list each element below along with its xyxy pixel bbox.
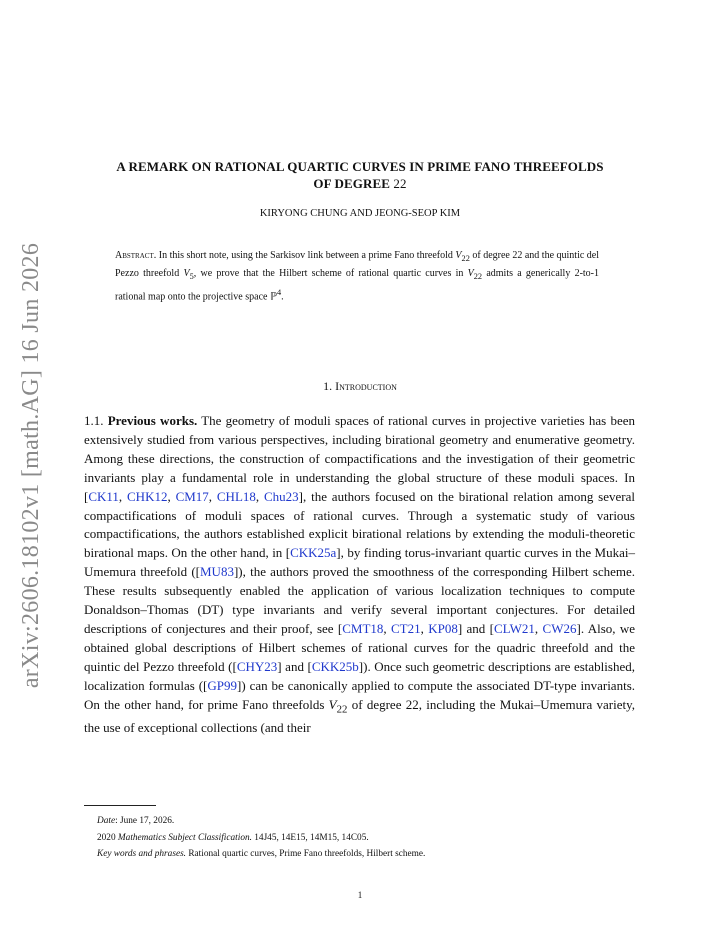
title-line-2: OF DEGREE 22 <box>313 176 407 191</box>
citation-link[interactable]: Chu23 <box>263 488 299 504</box>
citation-link[interactable]: CHY23 <box>236 658 278 674</box>
abstract-label: Abstract. <box>115 250 157 261</box>
abstract: Abstract. In this short note, using the Sarkisov link between a prime Fano threefold $V_{22}$ of degree 22 and the quintic del Pezzo threefold $V_5$, we prove that the Hilbert scheme of rational quartic curves in $V_{22}$ admits a generically 2-to-1 rational map onto the projective space ℙ$^4$. <box>115 250 600 302</box>
citation-link[interactable]: CKK25b <box>311 658 359 674</box>
citation-link[interactable]: CK11 <box>88 488 119 504</box>
arxiv-identifier: arXiv:2606.18102v1 [math.AG] 16 Jun 2026 <box>18 242 45 688</box>
introduction-paragraph: 1.1. Previous works. The geometry of moduli spaces of rational curves in projective varieties has been extensively studied from various perspectives, including birational geometry and enumerative geometry. Among these directions, the construction of compactifications and the investigation of their geometric invariants play a fundamental role in understanding the global structure of these moduli spaces. In [CK11, CHK12, CM17, CHL18, Chu23], the authors focused on the birational relation among several compactifications of moduli spaces of rational curves. Through a systematic study of various compactifications, the authors established explicit birational relations by extending the moduli-theoretic birational maps. On the other hand, in [CKK25a], by finding torus-invariant quartic curves in the Mukai–Umemura threefold ([MU83]), the authors proved the smoothness of the corresponding Hilbert scheme. These results subsequently enabled the application of various localization techniques to compute Donaldson–Thomas (DT) type invariants and verify several important conjectures. For detailed descriptions of conjectures and their proof, see [CMT18, CT21, KP08] and [CLW21, CW26]. Also, we obtained global descriptions of Hilbert schemes of rational curves for the quadric threefold and the quintic del Pezzo threefold ([CHY23] and [CKK25b]). Once such geometric descriptions are established, localization formulas ([GP99]) can be canonically applied to compute the associated DT-type invariants. On the other hand, for prime Fano threefolds $V_{22}$ of degree 22, including the Mukai–Umemura variety, the use of exceptional collections (and their <box>84 413 636 736</box>
citation-link[interactable]: GP99 <box>207 677 237 693</box>
footnote-rule <box>84 805 156 806</box>
citation-link[interactable]: KP08 <box>428 620 458 636</box>
arxiv-margin-stamp <box>14 242 50 688</box>
citation-link[interactable]: CT21 <box>391 620 421 636</box>
footnote-msc: 2020 Mathematics Subject Classification. 14J45, 14E15, 14M15, 14C05. <box>97 832 369 843</box>
citation-link[interactable]: CHK12 <box>127 488 168 504</box>
title-line-1: A REMARK ON RATIONAL QUARTIC CURVES IN PRIME FANO THREEFOLDS <box>116 159 604 174</box>
citation-link[interactable]: MU83 <box>200 564 234 580</box>
paragraph-heading: Previous works. <box>107 413 198 428</box>
paper-title <box>80 158 640 192</box>
section-heading-introduction: 1. Introduction <box>323 379 397 393</box>
citation-link[interactable]: CM17 <box>175 488 209 504</box>
citation-link[interactable]: CLW21 <box>494 620 535 636</box>
paper-authors: KIRYONG CHUNG AND JEONG-SEOP KIM <box>259 208 461 219</box>
footnote-keywords: Key words and phrases. Rational quartic curves, Prime Fano threefolds, Hilbert scheme. <box>97 849 426 859</box>
citation-link[interactable]: CW26 <box>542 620 577 636</box>
footnotes <box>97 813 637 863</box>
citation-link[interactable]: CMT18 <box>342 620 384 636</box>
citation-link[interactable]: CHL18 <box>216 488 256 504</box>
page-number: 1 <box>357 890 363 900</box>
footnote-date: Date: June 17, 2026. <box>97 816 175 826</box>
citation-link[interactable]: CKK25a <box>290 545 337 561</box>
